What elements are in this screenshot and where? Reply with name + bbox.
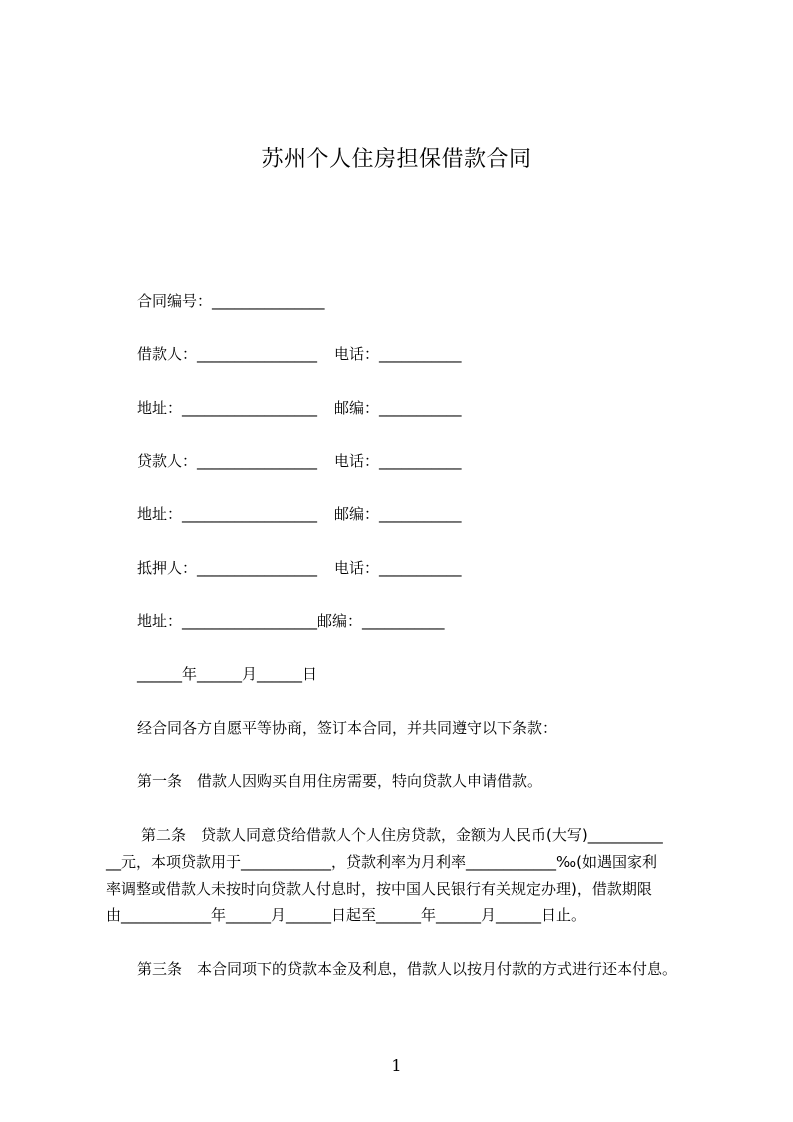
article-2-line-2: __元，本项贷款用于____________，贷款利率为月利率____________‰(如遇国家利 xyxy=(106,853,657,871)
intro-paragraph: 经合同各方自愿平等协商，签订本合同，并共同遵守以下条款： xyxy=(137,719,558,737)
mortgagor-field: 抵押人：________________ xyxy=(137,559,318,577)
article-2-line-1: 第二条 贷款人同意贷给借款人个人住房贷款，金额为人民币(大写)__________ xyxy=(141,826,663,844)
lender-phone-field: 电话：___________ xyxy=(334,452,462,470)
mortgagor-phone-field: 电话：___________ xyxy=(334,559,462,577)
borrower-phone-field: 电话：___________ xyxy=(334,345,462,363)
lender-zip-field: 邮编：___________ xyxy=(334,505,462,523)
mortgagor-address-zip-field: 地址：__________________邮编：___________ xyxy=(137,612,445,630)
page-number: 1 xyxy=(391,1056,402,1075)
borrower-zip-field: 邮编：___________ xyxy=(334,399,462,417)
lender-address-field: 地址：__________________ xyxy=(137,505,318,523)
article-2-line-4: 由____________年______月______日起至______年______月______日止。 xyxy=(106,906,587,924)
date-field: ______年______月______日 xyxy=(137,665,318,683)
lender-field: 贷款人：________________ xyxy=(137,452,318,470)
borrower-row xyxy=(137,345,462,363)
lender-row xyxy=(137,452,462,470)
article-1: 第一条 借款人因购买自用住房需要，特向贷款人申请借款。 xyxy=(137,772,543,790)
mortgagor-row xyxy=(137,559,462,577)
article-2-line-3: 率调整或借款人未按时向贷款人付息时，按中国人民银行有关规定办理)，借款期限 xyxy=(106,880,652,898)
document-title: 苏州个人住房担保借款合同 xyxy=(261,147,532,172)
borrower-address-row xyxy=(137,399,462,417)
borrower-address-field: 地址：__________________ xyxy=(137,399,318,417)
borrower-field: 借款人：________________ xyxy=(137,345,318,363)
article-3: 第三条 本合同项下的贷款本金及利息，借款人以按月付款的方式进行还本付息。 xyxy=(137,960,678,978)
lender-address-row xyxy=(137,505,462,523)
contract-number-field: 合同编号：_______________ xyxy=(137,292,325,310)
